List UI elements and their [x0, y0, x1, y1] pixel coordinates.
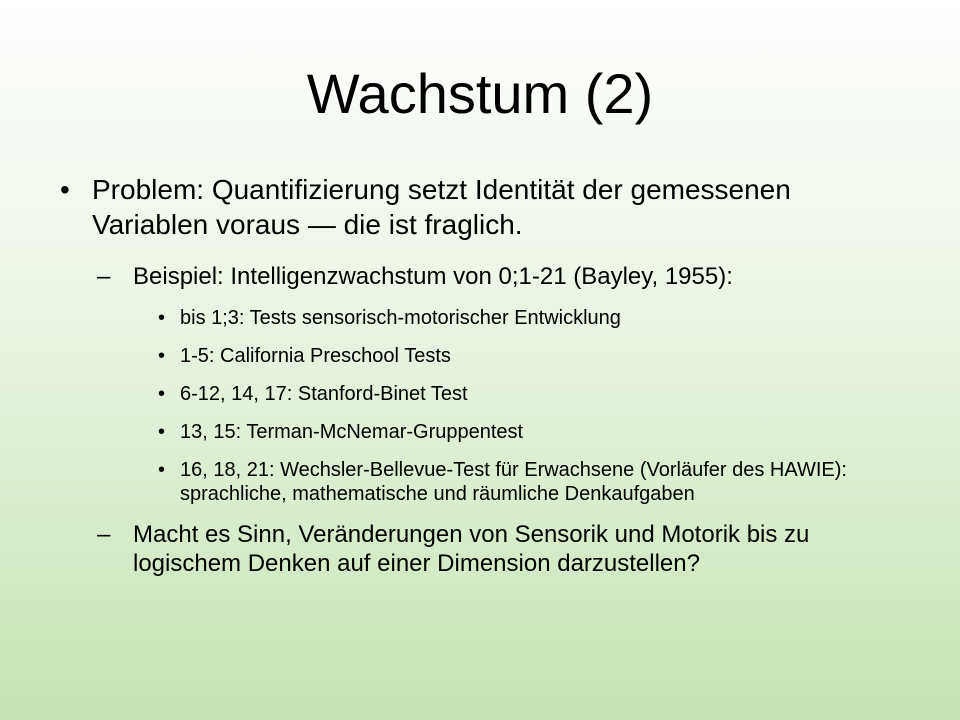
list-item-text: 6-12, 14, 17: Stanford-Binet Test — [180, 383, 468, 405]
list-item — [158, 382, 910, 406]
list-item-text: 16, 18, 21: Wechsler-Bellevue-Test für Erwachsene (Vorläufer des HAWIE): sprachliche, mathematische und räumliche Denkaufgaben — [180, 459, 847, 505]
dash-marker: – — [97, 263, 111, 290]
list-item-text: 1-5: California Preschool Tests — [180, 345, 451, 367]
list-item-text: 13, 15: Terman-McNemar-Gruppentest — [180, 421, 524, 443]
sub-bullet-example-text: Beispiel: Intelligenzwachstum von 0;1-21 (Bayley, 1955): — [133, 263, 733, 290]
list-item — [158, 344, 910, 368]
list-item-text: bis 1;3: Tests sensorisch-motorischer Entwicklung — [180, 307, 621, 329]
sub-bullet-question-text: Macht es Sinn, Veränderungen von Sensorik und Motorik bis zu logischem Denken auf einer Dimension darzustellen? — [133, 521, 810, 577]
bullet-marker: • — [158, 383, 166, 405]
list-item — [158, 420, 910, 444]
main-bullet-text: Problem: Quantifizierung setzt Identität der gemessenen Variablen voraus — die ist fraglich. — [92, 174, 791, 240]
bullet-marker: • — [158, 345, 166, 367]
sub-bullet-question — [97, 520, 910, 578]
slide-content — [60, 172, 910, 593]
list-item — [158, 306, 910, 330]
bullet-marker: • — [158, 307, 166, 329]
sub-bullet-example — [97, 262, 910, 291]
bullet-marker: • — [158, 459, 166, 481]
main-bullet — [60, 172, 910, 242]
list-item — [158, 458, 910, 506]
bullet-marker: • — [60, 174, 70, 205]
bullet-marker: • — [158, 421, 166, 443]
slide-title: Wachstum (2) — [306, 62, 654, 125]
dash-marker: – — [97, 521, 111, 548]
